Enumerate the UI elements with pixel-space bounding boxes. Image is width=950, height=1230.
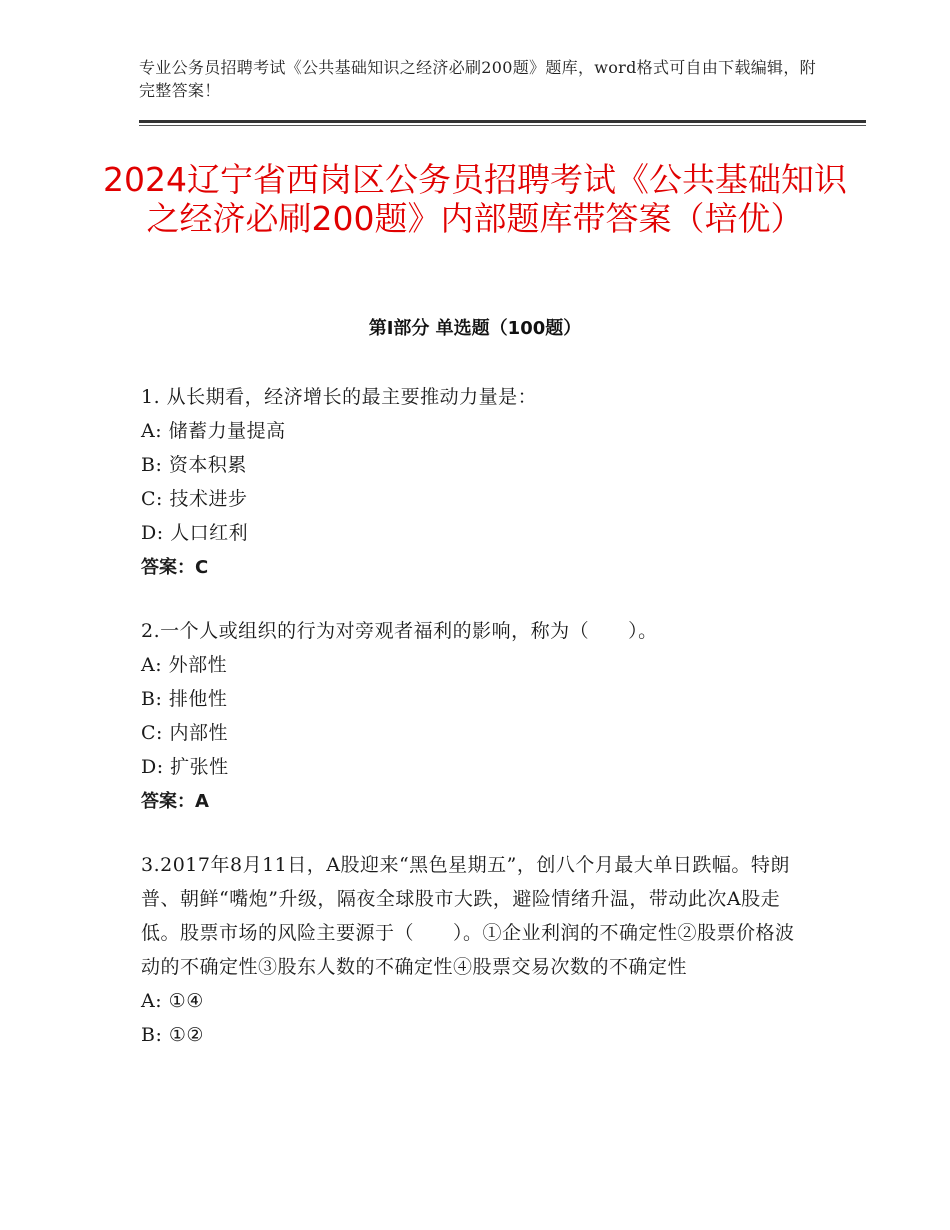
option-a: A: 储蓄力量提高 <box>141 420 286 442</box>
answer: 答案：A <box>141 791 209 812</box>
question-1 <box>141 380 811 586</box>
question-stem: 2.一个人或组织的行为对旁观者福利的影响，称为（ ）。 <box>141 620 658 642</box>
question-stem: 1. 从长期看，经济增长的最主要推动力量是： <box>141 386 538 408</box>
option-c: C: 技术进步 <box>141 488 248 510</box>
document-title: 2024辽宁省西岗区公务员招聘考试《公共基础知识之经济必刷200题》内部题库带答案（培优） <box>103 160 847 238</box>
header-rule-thin <box>139 125 866 126</box>
option-a: A: 外部性 <box>141 654 228 676</box>
question-list <box>141 380 811 1080</box>
option-d: D: 扩张性 <box>141 756 229 778</box>
option-b: B: ①② <box>141 1024 204 1046</box>
option-c: C: 内部性 <box>141 722 228 744</box>
header-note: 专业公务员招聘考试《公共基础知识之经济必刷200题》题库，word格式可自由下载编辑，附完整答案！ <box>139 58 816 100</box>
option-a: A: ①④ <box>141 990 204 1012</box>
question-3 <box>141 848 811 1052</box>
question-2 <box>141 614 811 820</box>
option-b: B: 资本积累 <box>141 454 247 476</box>
answer: 答案：C <box>141 557 209 578</box>
question-stem: 3.2017年8月11日，A股迎来“黑色星期五”，创八个月最大单日跌幅。特朗普、朝鲜“嘴炮”升级，隔夜全球股市大跌，避险情绪升温，带动此次A股走低。股票市场的风险主要源于（ ）。①企业利润的不确定性②股票价格波动的不确定性③股东人数的不确定性④股票交易次数的不确定性 <box>141 854 795 978</box>
section-heading: 第Ⅰ部分 单选题（100题） <box>368 318 582 339</box>
header-rule <box>139 120 866 123</box>
option-d: D: 人口红利 <box>141 522 249 544</box>
option-b: B: 排他性 <box>141 688 228 710</box>
